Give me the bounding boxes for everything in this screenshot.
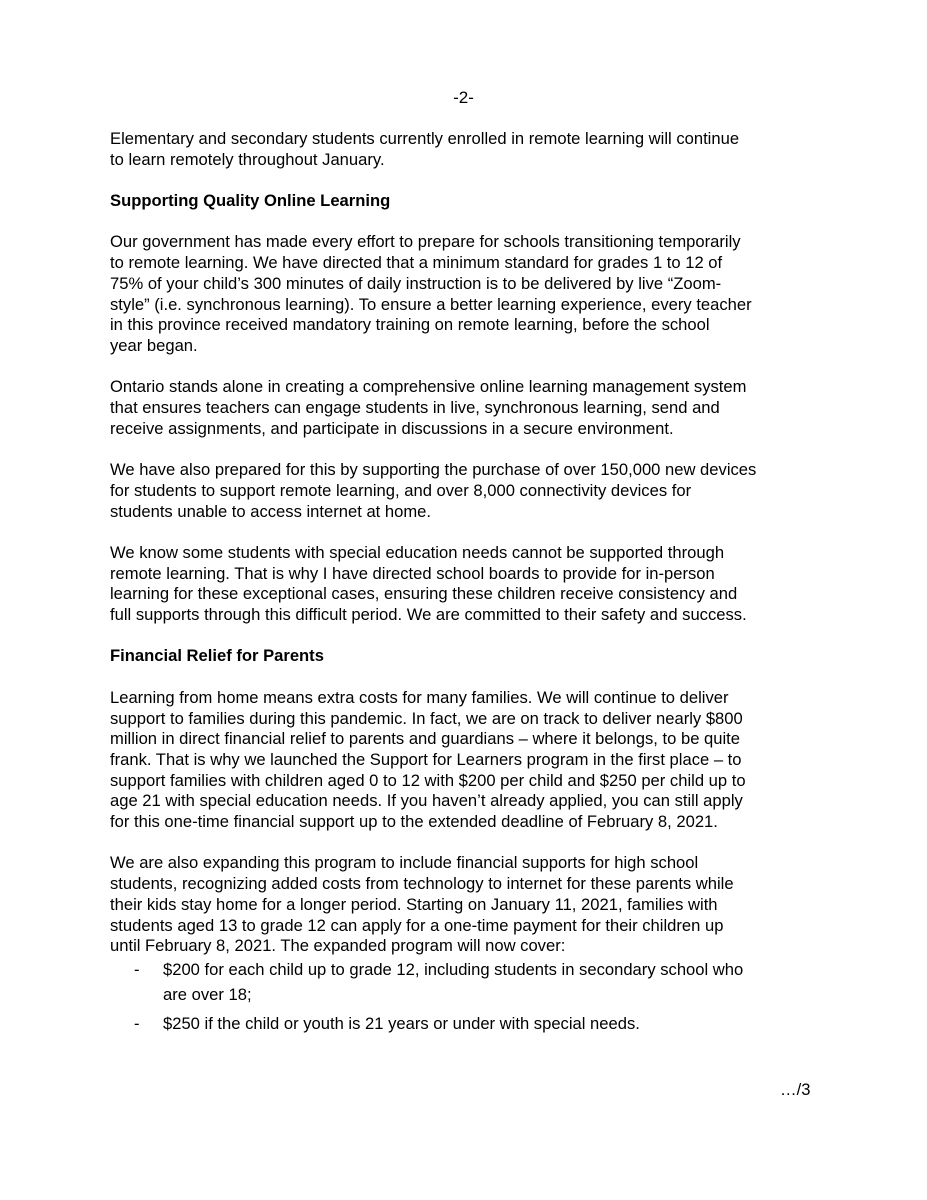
- text-line: year began.: [110, 336, 198, 355]
- text-line: for students to support remote learning, and over 8,000 connectivity devices for: [110, 480, 692, 500]
- text-line: style” (i.e. synchronous learning). To ensure a better learning experience, every teacher: [110, 294, 752, 314]
- text-line: We have also prepared for this by supporting the purchase of over 150,000 new devices: [110, 460, 757, 480]
- text-line: We are also expanding this program to include financial supports for high school: [110, 853, 699, 873]
- continued-marker: …/3: [780, 1080, 811, 1099]
- text-line: in this province received mandatory training on remote learning, before the school: [110, 315, 710, 335]
- text-line: We know some students with special education needs cannot be supported through: [110, 542, 725, 562]
- text-line: for this one-time financial support up to the extended deadline of February 8, 2021.: [110, 812, 718, 832]
- letter-body: [110, 129, 822, 1036]
- text-line: Ontario stands alone in creating a comprehensive online learning management system: [110, 377, 747, 397]
- paragraph-special-education: [110, 543, 822, 626]
- bullet-dash: -: [134, 1014, 140, 1033]
- bullet-dash: -: [134, 960, 140, 979]
- text-line: receive assignments, and participate in discussions in a secure environment.: [110, 418, 674, 438]
- paragraph-support-for-learners: [110, 688, 822, 833]
- text-line: students aged 13 to grade 12 can apply for a one-time payment for their children up: [110, 915, 724, 935]
- section-heading-financial-relief: Financial Relief for Parents: [110, 646, 324, 666]
- paragraph-devices: [110, 460, 822, 522]
- list-item: [110, 1011, 822, 1036]
- text-line: learning for these exceptional cases, ensuring these children receive consistency and: [110, 584, 738, 604]
- text-line: $200 for each child up to grade 12, including students in secondary school who: [163, 960, 744, 979]
- paragraph-program-expansion: [110, 853, 822, 957]
- text-line: 75% of your child’s 300 minutes of daily instruction is to be delivered by live “Zoom-: [110, 273, 722, 293]
- text-line: to learn remotely throughout January.: [110, 149, 385, 169]
- page-number: -2-: [453, 88, 474, 107]
- text-line: are over 18;: [163, 985, 252, 1004]
- text-line: students unable to access internet at home.: [110, 501, 432, 521]
- text-line: support families with children aged 0 to 12 with $200 per child and $250 per child up to: [110, 770, 746, 790]
- text-line: frank. That is why we launched the Support for Learners program in the first place – to: [110, 749, 742, 769]
- text-line: $250 if the child or youth is 21 years or under with special needs.: [163, 1014, 640, 1033]
- text-line: until February 8, 2021. The expanded program will now cover:: [110, 936, 566, 956]
- text-line: Our government has made every effort to prepare for schools transitioning temporarily: [110, 232, 741, 252]
- text-line: remote learning. That is why I have directed school boards to provide for in-person: [110, 563, 715, 583]
- section-heading-online-learning: Supporting Quality Online Learning: [110, 191, 391, 211]
- text-line: Learning from home means extra costs for many families. We will continue to deliver: [110, 687, 729, 707]
- intro-paragraph: [110, 129, 822, 170]
- text-line: age 21 with special education needs. If you haven’t already applied, you can still apply: [110, 791, 743, 811]
- text-line: students, recognizing added costs from technology to internet for these parents while: [110, 874, 734, 894]
- paragraph-minimum-standard: [110, 232, 822, 356]
- text-line: to remote learning. We have directed that a minimum standard for grades 1 to 12 of: [110, 253, 723, 273]
- text-line: that ensures teachers can engage students in live, synchronous learning, send and: [110, 398, 720, 418]
- list-item: [110, 957, 822, 1007]
- text-line: full supports through this difficult period. We are committed to their safety and success.: [110, 605, 747, 625]
- text-line: million in direct financial relief to parents and guardians – where it belongs, to be quite: [110, 729, 741, 749]
- text-line: their kids stay home for a longer period. Starting on January 11, 2021, families with: [110, 894, 718, 914]
- coverage-list: [110, 957, 822, 1036]
- text-line: Elementary and secondary students currently enrolled in remote learning will continue: [110, 129, 740, 148]
- paragraph-learning-management-system: [110, 377, 822, 439]
- text-line: support to families during this pandemic. In fact, we are on track to deliver nearly $800: [110, 708, 743, 728]
